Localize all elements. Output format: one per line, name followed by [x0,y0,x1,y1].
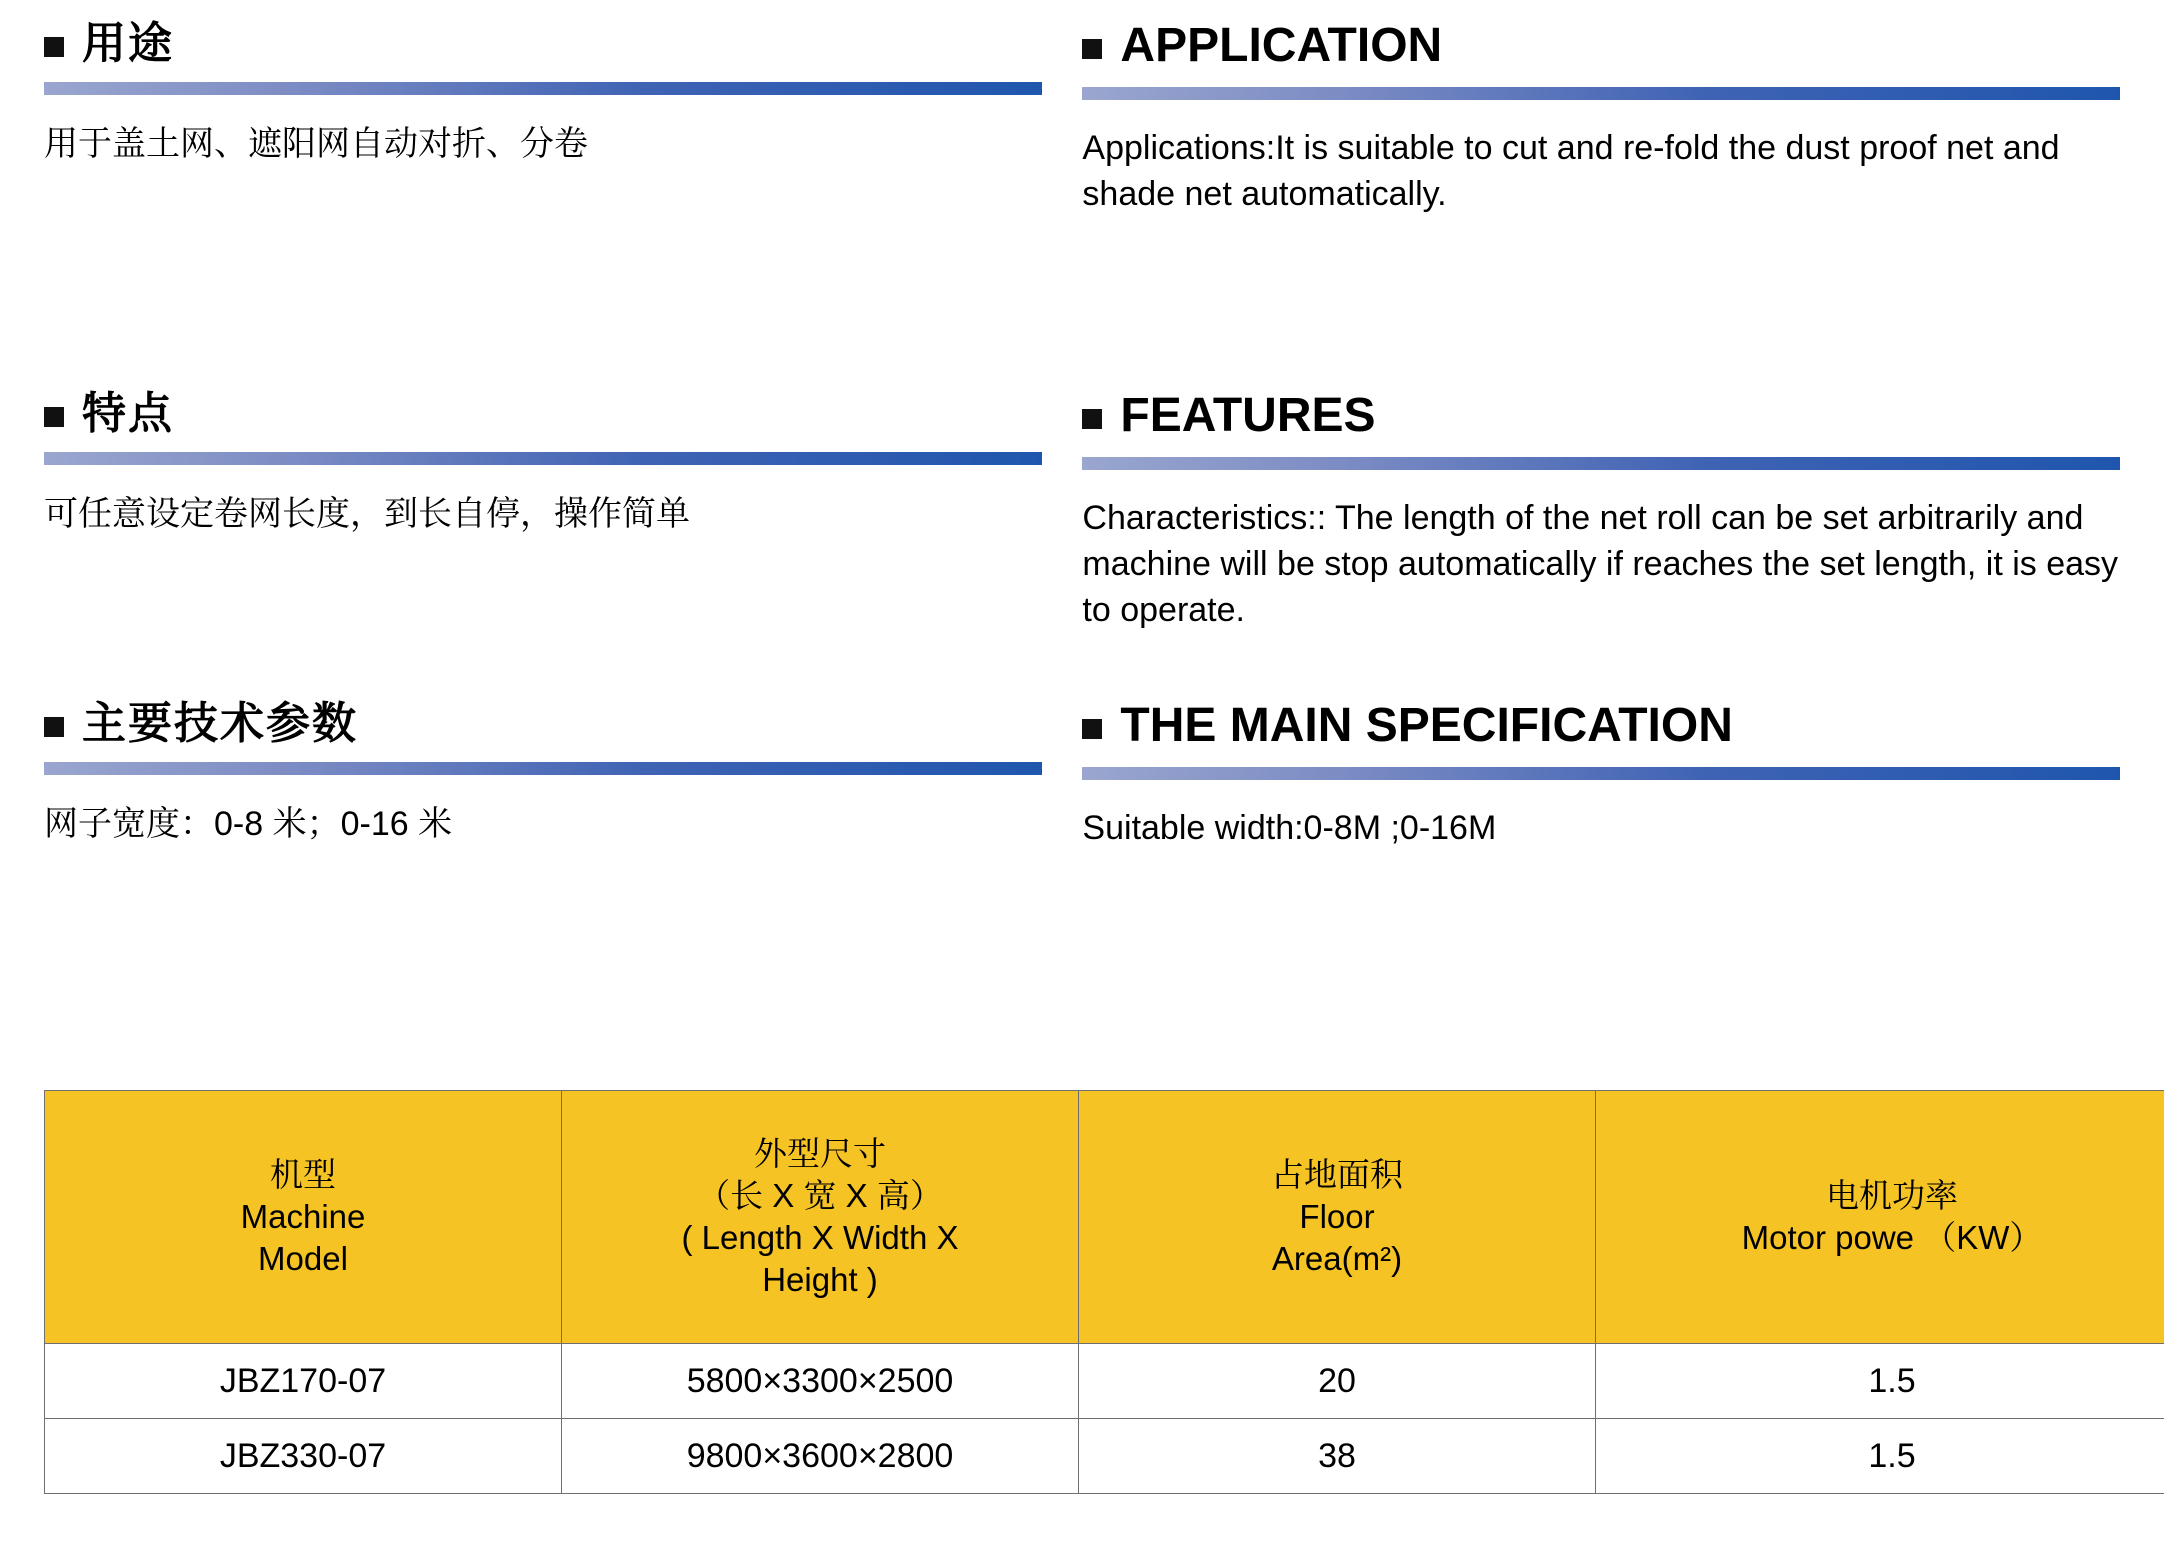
specification-cn-heading-row [44,700,1042,748]
application-cn-body: 用于盖土网、遮阳网自动对折、分卷 [44,125,588,164]
application-en-heading: APPLICATION [1120,19,1443,72]
table-header-cell-model [45,1091,562,1344]
section-specification [44,700,2120,852]
application-cn-heading: 用途 [82,19,174,68]
features-en-heading-row [1082,390,2120,443]
specification-english-column [1082,700,2120,852]
application-en-heading-row [1082,20,2120,73]
specification-table [44,1090,2164,1494]
header-line: Motor powe （KW） [1741,1219,2043,1256]
table-header-cell-dimensions [562,1091,1079,1344]
square-bullet-icon [44,407,64,427]
application-cn-heading-row [44,20,1042,68]
features-en-heading: FEATURES [1120,389,1376,442]
table-header [45,1091,2164,1344]
application-cn-divider [44,82,1042,95]
table-body [45,1344,2164,1494]
square-bullet-icon [1082,39,1102,59]
cell-floor-area: 20 [1079,1344,1596,1419]
section-application [44,20,2120,218]
header-line: Area(m²) [1271,1240,1403,1278]
features-cn-body: 可任意设定卷网长度，到长自停，操作简单 [44,495,690,534]
table-header-cell-motor-power [1596,1091,2164,1344]
specification-en-heading: THE MAIN SPECIFICATION [1120,699,1733,752]
specification-chinese-column [44,700,1082,852]
specification-en-body: Suitable width:0-8M ;0-16M [1082,808,1497,847]
table-row [45,1344,2164,1419]
header-line: 电机功率 [1826,1176,1958,1214]
specification-en-divider [1082,767,2120,780]
application-chinese-column [44,20,1082,218]
section-features [44,390,2120,633]
specification-en-heading-row [1082,700,2120,753]
cell-dimensions: 5800×3300×2500 [562,1344,1079,1419]
cell-motor-power: 1.5 [1596,1344,2164,1419]
table-header-cell-floor-area [1079,1091,1596,1344]
features-chinese-column [44,390,1082,633]
header-line: Model [258,1240,348,1278]
square-bullet-icon [44,37,64,57]
application-english-column [1082,20,2120,218]
header-line: ( Length X Width X [681,1219,959,1256]
square-bullet-icon [1082,719,1102,739]
features-en-divider [1082,457,2120,470]
header-line: 外型尺寸 [754,1134,886,1172]
cell-floor-area: 38 [1079,1419,1596,1494]
specification-cn-divider [44,762,1042,775]
header-line: 占地面积 [1271,1155,1403,1193]
table-row [45,1419,2164,1494]
specification-cn-body: 网子宽度：0-8 米；0-16 米 [44,805,453,844]
square-bullet-icon [44,717,64,737]
header-line: （长 X 宽 X 高） [697,1176,943,1214]
cell-motor-power: 1.5 [1596,1419,2164,1494]
application-en-divider [1082,87,2120,100]
features-cn-divider [44,452,1042,465]
features-cn-heading-row [44,390,1042,438]
features-cn-heading: 特点 [82,389,174,438]
header-line: Machine [240,1197,366,1235]
header-line: 机型 [270,1155,336,1193]
header-line: Height ) [762,1261,878,1299]
specification-cn-heading: 主要技术参数 [82,699,358,748]
features-english-column [1082,390,2120,633]
cell-dimensions: 9800×3600×2800 [562,1419,1079,1494]
square-bullet-icon [1082,409,1102,429]
application-en-body: Applications:It is suitable to cut and re-fold the dust proof net and shade net automatically. [1082,128,2060,213]
header-line: Floor [1299,1197,1375,1235]
cell-model: JBZ170-07 [45,1344,562,1419]
table-header-row [45,1091,2164,1344]
cell-model: JBZ330-07 [45,1419,562,1494]
features-en-body: Characteristics:: The length of the net roll can be set arbitrarily and machine will be stop automatically if reaches the set length, it is easy to operate. [1082,498,2119,629]
